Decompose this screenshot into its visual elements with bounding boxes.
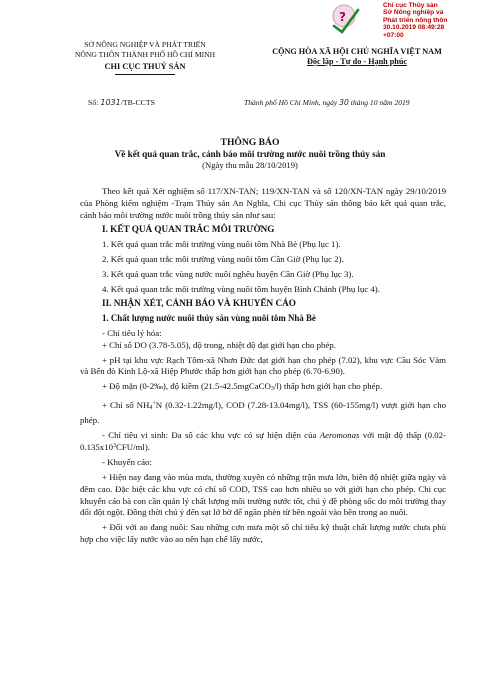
signature-line: Chi cục Thủy sản (383, 2, 438, 9)
chem-item-3: + Độ mặn (0-2‰), độ kiềm (21.5-42.5mgCaCO3/l) thấp hơn giới hạn cho phép. (102, 381, 383, 393)
signature-line: 30.10.2019 08:49:28 (383, 24, 445, 32)
signature-check-icon (330, 2, 360, 34)
chem-item-2: + pH tại khu vực Rạch Tôm-xã Nhơn Đức đạt giới hạn cho phép (7.02), khu vực Cầu Sóc Vàm và Bến đò Kinh Lộ-xã Hiệp Phước thấp hơn giới hạn cho phép (6.70-6.90). (80, 354, 446, 377)
agency-name: CHI CỤC THUỶ SẢN (104, 62, 186, 71)
section-2-heading: II. NHẬN XÉT, CẢNH BÁO VÀ KHUYẾN CÁO (102, 298, 296, 309)
chem-item-4: + Chỉ số NH4+N (0.32-1.22mg/l), COD (7.28-13.04mg/l), TSS (60-155mg/l) vượt giới hạn cho phép. (80, 399, 446, 425)
chem-item-1: + Chỉ số DO (3.78-5.05), độ trong, nhiệt độ đạt giới hạn cho phép. (102, 339, 336, 350)
intro-paragraph: Theo kết quả Xét nghiệm số 117/XN-TAN; 119/XN-TAN và số 120/XN-TAN ngày 29/10/2019 của Phòng kiểm nghiệm -Trạm Thủy sản An Nghĩa, Chi cục Thủy sản thông báo kết quả quan trắc, cảnh báo môi trường nước nuôi trồng thủy sản như sau: (80, 186, 446, 220)
header-divider (115, 74, 175, 75)
advice-item-1: + Hiện nay đang vào mùa mưa, thường xuyên có những trận mưa lớn, biên độ nhiệt giữa ngày và đêm cao. Đặc biệt các khu vực có chỉ số COD, TSS cao hơn nhiều so với giới hạn cho phép. Chi cục khuyến cáo bà con cần quản lý chất lượng môi trường nước tốt, chú ý đề phòng sốc do môi trường thay đổi đột ngột. Đồng thời chú ý đến sạt lở bờ để ngăn phèn từ bên ngoài vào bên trong ao nuôi. (80, 471, 446, 518)
document-title: THÔNG BÁO (220, 137, 280, 148)
advice-item-2: + Đối với ao đang nuôi: Sau những cơn mưa một số chỉ tiêu kỹ thuật chất lượng nước chưa phù hợp cho việc lấy nước vào ao nên hạn chế lấy nước, (80, 522, 446, 544)
place-date (244, 98, 410, 107)
day-handwritten: 30 (339, 98, 349, 107)
svg-text:?: ? (339, 10, 346, 24)
micro-paragraph: - Chỉ tiêu vi sinh: Đa số các khu vực có sự hiện diện của Aeromonas với mật độ thấp $(0.02-0.135x10^3CFU/ml)$. (80, 429, 446, 453)
ministry-line-1: SỞ NÔNG NGHIỆP VÀ PHÁT TRIỂN (84, 40, 206, 49)
list-item: 1. Kết quả quan trắc môi trường vùng nuôi tôm Nhà Bè (Phụ lục 1). (102, 239, 341, 250)
signature-line: +07:00 (383, 31, 404, 39)
nation-name: CỘNG HÒA XÃ HỘI CHỦ NGHĨA VIỆT NAM (272, 47, 442, 56)
place-prefix: Thành phố Hồ Chí Minh, ngày (244, 98, 338, 107)
advice-label: - Khuyến cáo: (102, 457, 152, 468)
signature-line: Phát triển nông thôn (383, 16, 448, 24)
list-item: 3. Kết quả quan trắc vùng nước nuôi nghêu huyện Cần Giờ (Phụ lục 3). (102, 268, 354, 279)
document-body (80, 186, 446, 546)
place-suffix: tháng 10 năm 2019 (350, 98, 410, 107)
national-header (246, 47, 468, 67)
section-1-heading: I. KẾT QUẢ QUAN TRẮC MÔI TRƯỜNG (102, 224, 275, 235)
signature-line: Sở Nông nghiệp và (383, 9, 444, 17)
doc-no-suffix: /TB-CCTS (120, 98, 155, 107)
document-number (88, 98, 155, 107)
chem-label: - Chỉ tiêu lý hóa: (102, 327, 162, 338)
issuing-agency-header (50, 40, 240, 75)
list-item: 2. Kết quả quan trắc môi trường vùng nuôi tôm Cần Giờ (Phụ lục 2). (102, 253, 344, 264)
signature-text (383, 2, 487, 39)
subsection-1-heading: 1. Chất lượng nước nuôi thủy sản vùng nuôi tôm Nhà Bè (102, 313, 316, 324)
sampling-date: (Ngày thu mẫu 28/10/2019) (202, 160, 298, 170)
national-motto: Độc lập - Tự do - Hạnh phúc (306, 57, 408, 66)
list-item: 4. Kết quả quan trắc môi trường vùng nuôi tôm huyện Bình Chánh (Phụ lục 4). (102, 283, 380, 294)
ministry-line-2: NÔNG THÔN THÀNH PHỐ HỒ CHÍ MINH (74, 50, 216, 59)
digital-signature-mark (330, 2, 360, 34)
doc-no-handwritten: 1031 (100, 98, 121, 107)
document-subtitle: Về kết quả quan trắc, cảnh báo môi trường nước nuôi trồng thủy sản (114, 149, 386, 159)
doc-no-label: Số: (88, 98, 99, 107)
